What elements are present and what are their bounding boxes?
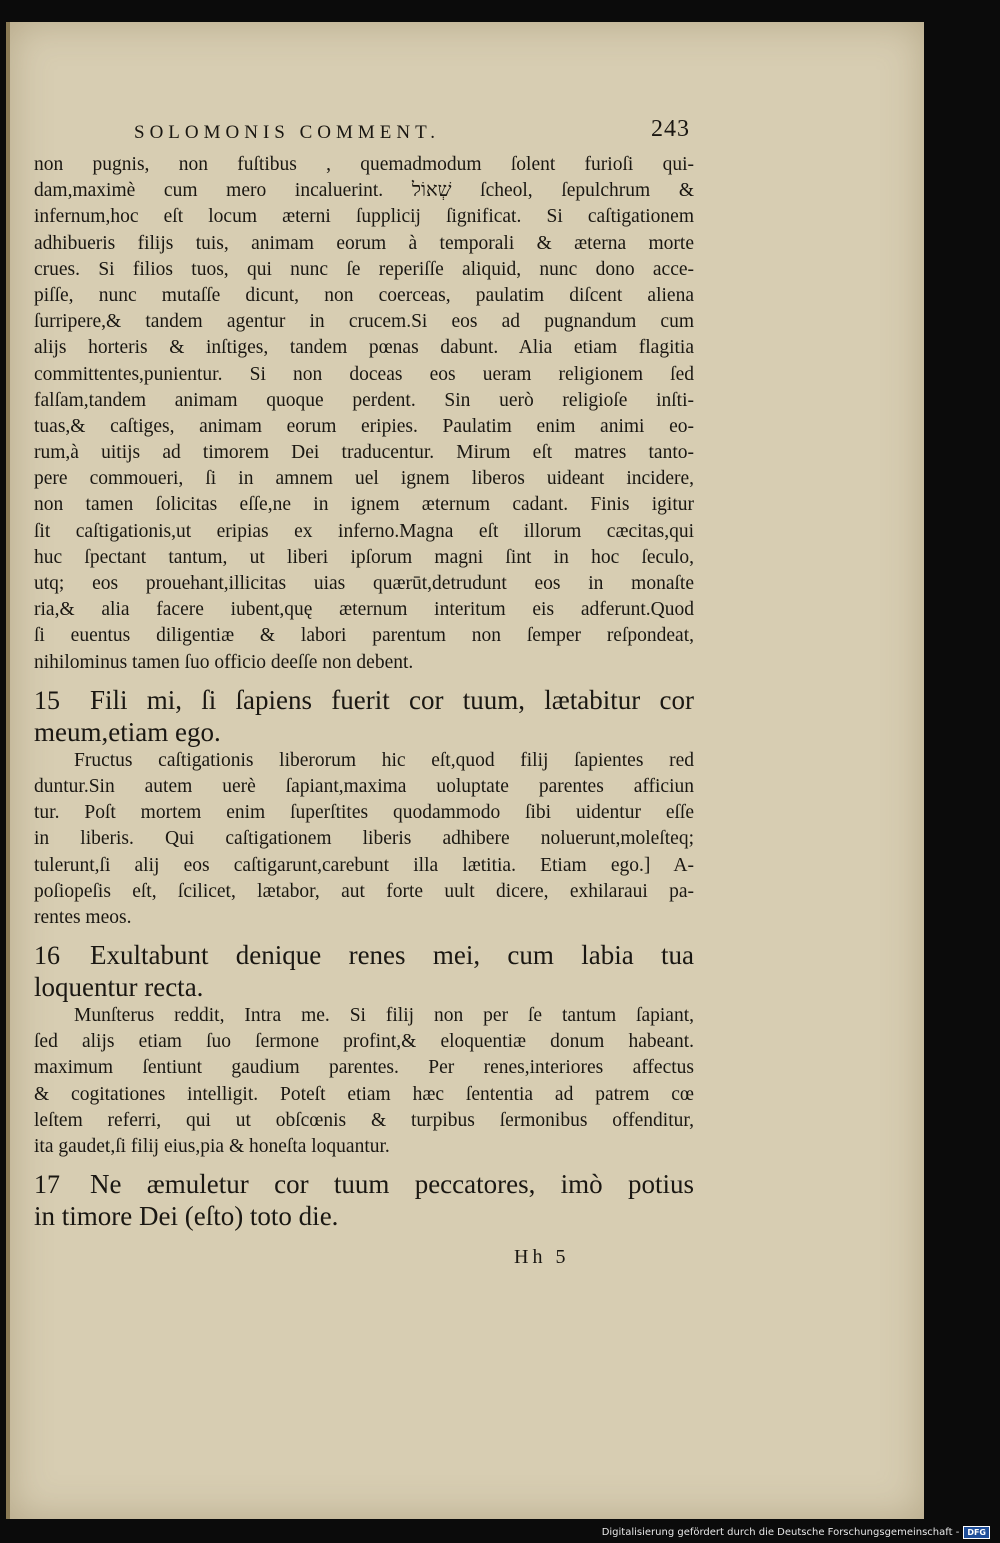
verse-number: 17 — [34, 1170, 60, 1200]
paragraph-commentary-15 — [34, 748, 694, 931]
text-line: Munſterus reddit, Intra me. Si filij non per ſe tantum ſapiant, — [74, 1005, 694, 1027]
text-line: committentes,punientur. Si non doceas eos ueram religionem ſed — [34, 363, 694, 385]
verse-line: in timore Dei (eſto) toto die. — [34, 1201, 339, 1232]
text-line: tur. Poſt mortem enim ſuperſtites quodammodo ſibi uidentur eſſe — [34, 802, 694, 824]
text-line: in liberis. Qui caſtigationem liberis adhibere noluerunt,moleſteq; — [34, 828, 694, 850]
text-line: crues. Si filios tuos, qui nunc ſe reperiſſe aliquid, nunc dono acce- — [34, 258, 694, 280]
verse-line: loquentur recta. — [34, 972, 204, 1003]
verse-number: 15 — [34, 685, 60, 715]
page-content — [34, 116, 695, 1268]
text-line: ita gaudet,ſi filij eius,pia & honeſta loquantur. — [34, 1136, 390, 1157]
signature-mark: Hh 5 — [514, 1246, 570, 1268]
text-line: duntur.Sin autem uerè ſapiant,maxima uoluptate parentes afficiun — [34, 775, 694, 797]
text-line: non pugnis, non fuſtibus , quemadmodum ſolent furioſi qui- — [34, 154, 694, 175]
verse-17 — [34, 1168, 694, 1232]
verse-15 — [34, 684, 694, 748]
text-line: piſſe, nunc mutaſſe dicunt, non coerceas, paulatim diſcent aliena — [34, 284, 694, 306]
text-line: falſam,tandem animam quoque perdent. Sin uerò religioſe inſti- — [34, 389, 694, 411]
text-line: poſiopeſis eſt, ſcilicet, lætabor, aut forte uult dicere, exhilaraui pa- — [34, 880, 694, 902]
verse-number: 16 — [34, 941, 60, 971]
paragraph-commentary-16 — [34, 1003, 694, 1160]
text-line: ſi euentus diligentiæ & labori parentum non ſemper reſpondeat, — [34, 625, 694, 647]
paragraph-commentary-14 — [34, 152, 694, 676]
text-line: maximum ſentiunt gaudium parentes. Per renes,interiores affectus — [34, 1057, 694, 1079]
verse-line: Ne æmuletur cor tuum peccatores, imò potius — [90, 1169, 694, 1200]
text-line: pere commoueri, ſi in amnem uel ignem liberos uideant incidere, — [34, 468, 694, 490]
text-line: leſtem referri, qui ut obſcœnis & turpibus ſermonibus offenditur, — [34, 1109, 694, 1131]
running-head — [34, 116, 694, 152]
text-line: non tamen ſolicitas eſſe,ne in ignem æternum cadant. Finis igitur — [34, 494, 694, 516]
text-line: utq; eos prouehant,illicitas uias quærūt,detrudunt eos in monaſte — [34, 573, 694, 594]
digitization-footer — [600, 1526, 990, 1539]
running-title: SOLOMONIS COMMENT. — [134, 122, 441, 143]
verse-line: meum,etiam ego. — [34, 716, 221, 747]
text-line: alijs horteris & inſtiges, tandem pœnas dabunt. Alia etiam flagitia — [34, 337, 694, 359]
text-line: ſed alijs etiam ſuo ſermone profint,& eloquentiæ donum habeant. — [34, 1031, 694, 1053]
text-line: huc ſpectant tantum, ut liberi ipſorum magni ſint in hoc ſeculo, — [34, 546, 694, 568]
text-line: dam,maximè cum mero incaluerint. שְׁאוֹל ſcheol, ſepulchrum & — [34, 180, 695, 202]
text-line: infernum,hoc eſt locum æterni ſupplicij ſignificat. Si caſtigationem — [34, 206, 694, 228]
text-line: ſit caſtigationis,ut eripias ex inferno.Magna eſt illorum cæcitas,qui — [34, 520, 694, 542]
verse-line: Fili mi, ſi ſapiens fuerit cor tuum, lætabitur cor — [90, 684, 694, 715]
text-line: nihilominus tamen ſuo officio deeſſe non debent. — [34, 651, 414, 673]
text-line: tulerunt,ſi alij eos caſtigarunt,carebunt illa lætitia. Etiam ego.] A- — [34, 854, 694, 876]
text-line: adhibueris filijs tuis, animam eorum à temporali & æterna morte — [34, 232, 694, 254]
footer-credit: Digitalisierung gefördert durch die Deutsche Forschungsgemeinschaft - — [601, 1527, 960, 1538]
text-line: tuas,& caſtiges, animam eorum eripies. Paulatim enim animi eo- — [34, 415, 694, 437]
text-line: rentes meos. — [34, 906, 132, 928]
page-number: 243 — [651, 116, 690, 142]
dfg-logo: DFG — [963, 1526, 990, 1539]
text-line: & cogitationes intelligit. Poteſt etiam hæc ſententia ad patrem cœ — [34, 1083, 694, 1105]
verse-line: Exultabunt denique renes mei, cum labia tua — [90, 940, 694, 971]
book-page — [6, 22, 924, 1519]
text-line: ria,& alia facere iubent,quę æternum interitum eis adferunt.Quod — [34, 599, 694, 621]
text-line: rum,à uitijs ad timorem Dei traducentur. Mirum eſt matres tanto- — [34, 442, 694, 464]
text-line: Fructus caſtigationis liberorum hic eſt,quod filij ſapientes red — [74, 749, 694, 771]
text-line: ſurripere,& tandem agentur in crucem.Si eos ad pugnandum cum — [34, 311, 694, 333]
verse-16 — [34, 939, 694, 1003]
